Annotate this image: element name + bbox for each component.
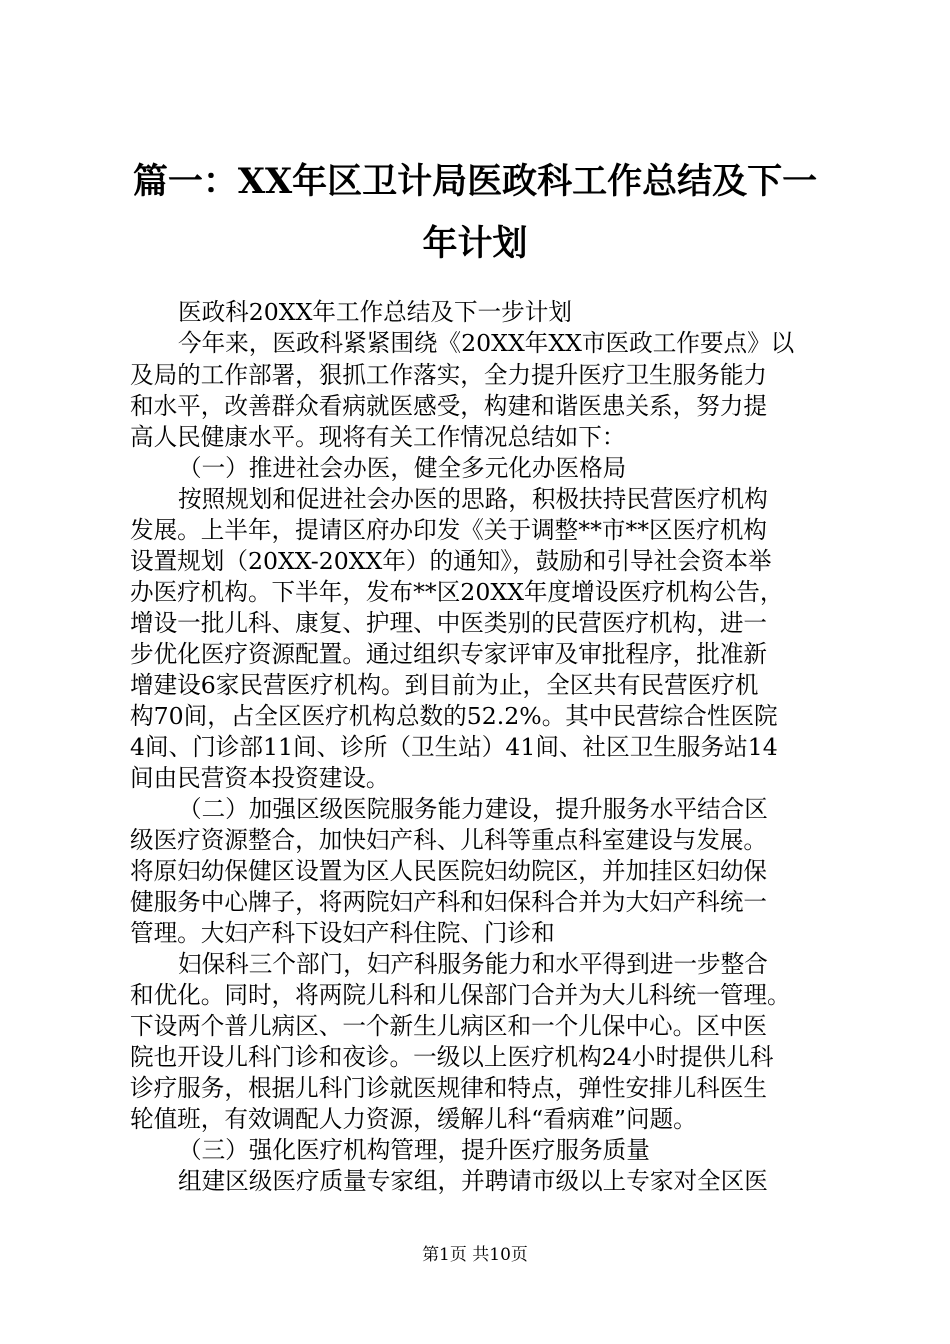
body-line: 级医疗资源整合，加快妇产科、儿科等重点科室建设与发展。 — [130, 826, 768, 854]
body-line: 发展。上半年，提请区府办印发《关于调整**市**区医疗机构 — [130, 516, 768, 544]
body-line: 健服务中心牌子，将两院妇产科和妇保科合并为大妇产科统一 — [130, 888, 768, 916]
body-line: 和水平，改善群众看病就医感受，构建和谐医患关系，努力提 — [130, 392, 768, 420]
body-line: 诊疗服务，根据儿科门诊就医规律和特点，弹性安排儿科医生 — [130, 1074, 768, 1102]
section-heading: （三）强化医疗机构管理，提升医疗服务质量 — [178, 1136, 650, 1164]
document-title-line-2: 年计划 — [422, 223, 528, 264]
body-line: 步优化医疗资源配置。通过组织专家评审及审批程序，批准新 — [130, 640, 768, 668]
body-line: 妇保科三个部门，妇产科服务能力和水平得到进一步整合 — [178, 950, 768, 978]
body-line: 设置规划（20XX-20XX年）的通知》，鼓励和引导社会资本举 — [130, 547, 772, 575]
body-line: 下设两个普儿病区、一个新生儿病区和一个儿保中心。区中医 — [130, 1012, 768, 1040]
body-line: 将原妇幼保健区设置为区人民医院妇幼院区，并加挂区妇幼保 — [130, 857, 768, 885]
body-line: 增建设6家民营医疗机构。到目前为止，全区共有民营医疗机 — [130, 671, 759, 699]
body-line: 轮值班，有效调配人力资源，缓解儿科“看病难”问题。 — [130, 1105, 697, 1133]
body-line: 4间、门诊部11间、诊所（卫生站）41间、社区卫生服务站14 — [130, 733, 778, 761]
page-number-footer: 第1页 共10页 — [422, 1245, 528, 1265]
body-line: 组建区级医疗质量专家组，并聘请市级以上专家对全区医 — [178, 1167, 768, 1195]
body-line: 增设一批儿科、康复、护理、中医类别的民营医疗机构，进一 — [130, 609, 768, 637]
document-title-line-1: 篇一：XX年区卫计局医政科工作总结及下一 — [132, 161, 818, 202]
body-line: 及局的工作部署，狠抓工作落实，全力提升医疗卫生服务能力 — [130, 361, 768, 389]
section-heading: （二）加强区级医院服务能力建设，提升服务水平结合区 — [178, 795, 768, 823]
body-line: 高人民健康水平。现将有关工作情况总结如下： — [130, 423, 626, 451]
body-line: 办医疗机构。下半年，发布**区20XX年度增设医疗机构公告， — [130, 578, 784, 606]
body-line: 和优化。同时，将两院儿科和儿保部门合并为大儿科统一管理。 — [130, 981, 791, 1009]
body-line: 按照规划和促进社会办医的思路，积极扶持民营医疗机构 — [178, 485, 768, 513]
body-line: 医政科20XX年工作总结及下一步计划 — [178, 298, 572, 326]
body-line: 间由民营资本投资建设。 — [130, 764, 390, 792]
section-heading: （一）推进社会办医，健全多元化办医格局 — [178, 454, 627, 482]
body-line: 管理。大妇产科下设妇产科住院、门诊和 — [130, 919, 555, 947]
body-line: 构70间，占全区医疗机构总数的52.2%。其中民营综合性医院 — [130, 702, 778, 730]
body-line: 今年来，医政科紧紧围绕《20XX年XX市医政工作要点》以 — [178, 329, 795, 357]
body-line: 院也开设儿科门诊和夜诊。一级以上医疗机构24小时提供儿科 — [130, 1043, 774, 1071]
